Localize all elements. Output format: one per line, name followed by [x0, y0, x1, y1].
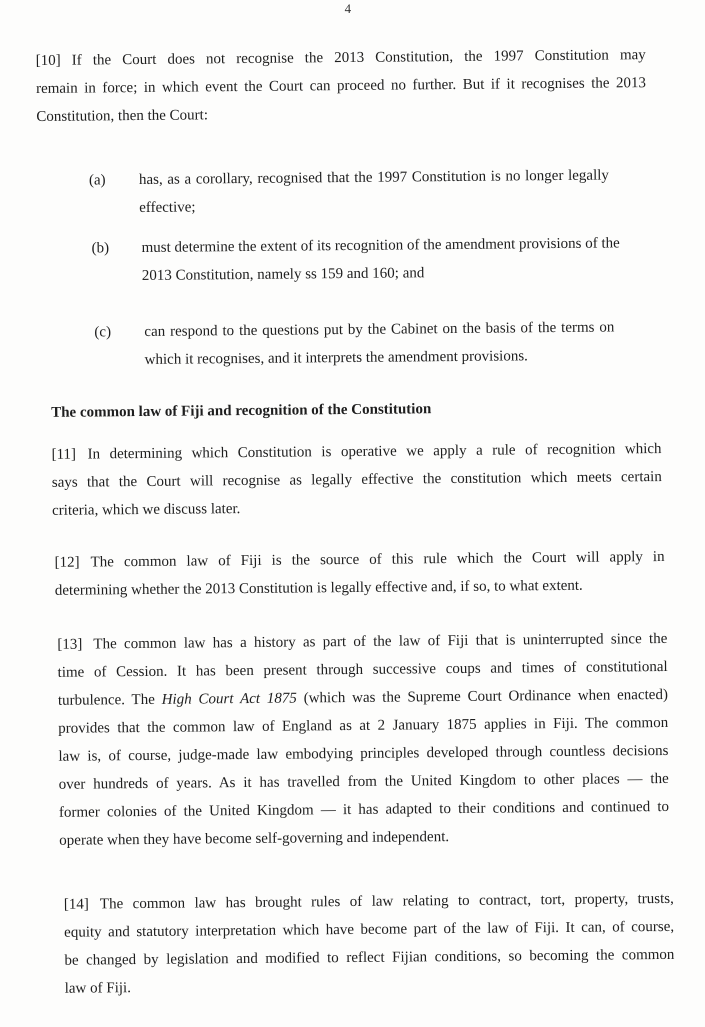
- paragraph-line: time of Cession. It has been present through successive coups and times of constitutional: [57, 658, 668, 681]
- paragraph-line: The common law has brought rules of law relating to contract, tort, property, trusts,: [99, 890, 674, 913]
- paragraph-number: [13]: [57, 636, 83, 653]
- paragraph-line: over hundreds of years. As it has travelled from the United Kingdom to other places — the: [58, 770, 669, 793]
- list-item-b: [91, 229, 652, 294]
- paragraph-number: [12]: [54, 554, 80, 571]
- paragraph-number: [14]: [63, 896, 89, 913]
- paragraph-line: be changed by legislation and modified to reflect Fijian conditions, so becoming the common: [64, 946, 675, 969]
- paragraph-number: [10]: [35, 52, 61, 69]
- list-item-line: effective;: [139, 199, 196, 217]
- list-item-label: (c): [94, 324, 112, 341]
- list-item-line: 2013 Constitution, namely ss 159 and 160; and: [141, 265, 425, 284]
- paragraph-line: remain in force; in which event the Court can proceed no further. But if it recognises the 2013: [35, 75, 647, 97]
- list-item-c: [94, 313, 655, 378]
- list-item-label: (a): [88, 172, 106, 189]
- paragraph-line: operate when they have become self-governing and independent.: [59, 829, 450, 849]
- paragraph-14: [64, 885, 675, 1003]
- list-item-label: (b): [91, 240, 110, 257]
- list-item-line: must determine the extent of its recognition of the amendment provisions of the: [141, 235, 620, 256]
- paragraph-line: Constitution, then the Court:: [36, 107, 209, 125]
- statute-title: High Court Act 1875: [161, 690, 297, 708]
- paragraph-line: criteria, which we discuss later.: [52, 501, 241, 519]
- paragraph-line: law of Fiji.: [64, 980, 132, 997]
- paragraph-line: provides that the common law of England as at 2 January 1875 applies in Fiji. The common: [58, 714, 669, 737]
- paragraph-text: (which was the Supreme Court Ordinance when enacted): [296, 686, 668, 707]
- list-item-line: which it recognises, and it interprets the amendment provisions.: [144, 348, 528, 368]
- list-item-line: can respond to the questions put by the Cabinet on the basis of the terms on: [144, 319, 615, 340]
- paragraph-line: determining whether the 2013 Constitution is legally effective and, if so, to what extent.: [54, 577, 583, 599]
- page-number: 4: [344, 0, 352, 17]
- paragraph-number: [11]: [51, 446, 77, 463]
- paragraph-13: [57, 625, 669, 855]
- paragraph-line: former colonies of the United Kingdom — it has adapted to their conditions and continued to: [58, 798, 670, 821]
- paragraph-line: In determining which Constitution is operative we apply a rule of recognition which: [87, 441, 662, 463]
- section-heading: The common law of Fiji and recognition of the Constitution: [51, 401, 432, 421]
- paragraph-line: says that the Court will recognise as legally effective the constitution which meets certain: [51, 469, 662, 491]
- paragraph-text: turbulence. The: [57, 691, 162, 709]
- paragraph-11: [51, 435, 662, 525]
- list-item-line: has, as a corollary, recognised that the 1997 Constitution is no longer legally: [138, 167, 609, 189]
- paragraph-line: law is, of course, judge-made law embodying principles developed through countless decisions: [58, 742, 669, 765]
- list-item-a: [89, 161, 650, 226]
- paragraph-line: If the Court does not recognise the 2013 Constitution, the 1997 Constitution may: [71, 47, 646, 69]
- paragraph-line: The common law has a history as part of the law of Fiji that is uninterrupted since the: [93, 630, 668, 653]
- paragraph-12: [54, 543, 665, 605]
- paragraph-line: equity and statutory interpretation which have become part of the law of Fiji. It can, of course,: [64, 918, 675, 941]
- paragraph-10: [36, 41, 647, 131]
- paragraph-line: The common law of Fiji is the source of this rule which the Court will apply in: [90, 548, 665, 571]
